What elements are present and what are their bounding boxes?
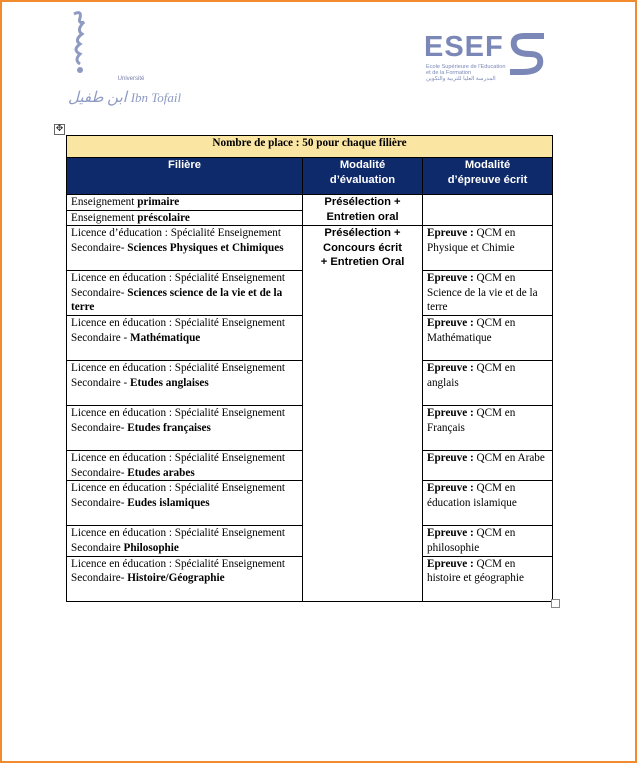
epreuve-cell: Epreuve : QCM en anglais bbox=[423, 361, 553, 406]
header-epreuve-2: d’épreuve écrit bbox=[447, 173, 528, 186]
modalite-a-line-1: Présélection + bbox=[324, 196, 401, 208]
epreuve-cell: Epreuve : QCM en Physique et Chimie bbox=[423, 226, 553, 271]
admission-table bbox=[66, 135, 553, 602]
university-script-ar: ابن طفيل bbox=[68, 90, 127, 106]
epreuve-cell: Epreuve : QCM en Science de la vie et de la terre bbox=[423, 271, 553, 316]
epreuve-cell: Epreuve : QCM en philosophie bbox=[423, 526, 553, 556]
header-filiere bbox=[67, 158, 303, 195]
table-resize-handle[interactable] bbox=[551, 599, 560, 608]
header-modalite-1: Modalité bbox=[339, 159, 386, 171]
epreuve-cell: Epreuve : QCM en histoire et géographie bbox=[423, 556, 553, 601]
esef-wordmark: ESEF bbox=[424, 31, 504, 63]
modalite-b-line-3: + Entretien Oral bbox=[320, 256, 405, 269]
esef-subtitle-1: Ecole Supérieure de l'Education bbox=[426, 64, 506, 70]
filiere-cell: Licence en éducation : Spécialité Enseignement Secondaire- Histoire/Géographie bbox=[67, 556, 303, 601]
filiere-cell: Licence en éducation : Spécialité Enseignement Secondaire- Sciences science de la vie et de la terre bbox=[67, 271, 303, 316]
epreuve-cell: Epreuve : QCM en Français bbox=[423, 406, 553, 451]
table-row bbox=[67, 195, 553, 211]
table-header-row bbox=[67, 158, 553, 195]
modalite-a-line-2: Entretien oral bbox=[326, 210, 399, 223]
table-move-handle-icon[interactable]: ✥ bbox=[55, 124, 64, 134]
epreuve-cell-empty bbox=[423, 195, 553, 226]
filiere-cell: Licence en éducation : Spécialité Enseignement Secondaire Philosophie bbox=[67, 526, 303, 556]
esef-subtitle bbox=[426, 64, 518, 83]
header-epreuve-1: Modalité bbox=[464, 159, 511, 171]
university-emblem-icon bbox=[66, 10, 106, 90]
filiere-cell: Licence d’éducation : Spécialité Enseignement Secondaire- Sciences Physiques et Chimiques bbox=[67, 226, 303, 271]
table-caption-row bbox=[67, 136, 553, 158]
filiere-cell: Licence en éducation : Spécialité Enseignement Secondaire- Etudes françaises bbox=[67, 406, 303, 451]
modalite-b-line-1: Présélection + bbox=[324, 227, 401, 240]
modalite-b-line-2: Concours écrit bbox=[323, 241, 402, 254]
table-caption: Nombre de place : 50 pour chaque filière bbox=[67, 136, 553, 158]
filiere-cell: Licence en éducation : Spécialité Enseignement Secondaire- Eudes islamiques bbox=[67, 481, 303, 526]
esef-logo bbox=[424, 32, 550, 94]
filiere-cell: Licence en éducation : Spécialité Enseignement Secondaire - Mathématique bbox=[67, 316, 303, 361]
header-epreuve bbox=[423, 158, 553, 195]
university-label bbox=[116, 76, 146, 83]
university-label-1: Université bbox=[117, 76, 145, 82]
modalite-cell-b bbox=[303, 226, 423, 601]
filiere-cell: Licence en éducation : Spécialité Enseignement Secondaire- Etudes arabes bbox=[67, 451, 303, 481]
esef-subtitle-2: et de la Formation bbox=[426, 70, 472, 77]
header-filiere-text: Filière bbox=[168, 159, 201, 171]
filiere-cell: Licence en éducation : Spécialité Enseignement Secondaire - Etudes anglaises bbox=[67, 361, 303, 406]
filiere-cell: Enseignement primaire bbox=[67, 195, 303, 211]
esef-s-emblem-icon bbox=[508, 32, 548, 76]
table-row bbox=[67, 226, 553, 271]
modalite-cell-a bbox=[303, 195, 423, 226]
esef-subtitle-3: المدرسة العليا للتربية والتكوين bbox=[426, 76, 496, 83]
university-script bbox=[68, 88, 181, 107]
epreuve-cell: Epreuve : QCM en Arabe bbox=[423, 451, 553, 481]
university-script-fr: Ibn Tofail bbox=[130, 90, 182, 105]
university-logo bbox=[66, 10, 182, 110]
epreuve-cell: Epreuve : QCM en Mathématique bbox=[423, 316, 553, 361]
header-modalite-2: d’évaluation bbox=[329, 173, 396, 186]
header-modalite bbox=[303, 158, 423, 195]
epreuve-cell: Epreuve : QCM en éducation islamique bbox=[423, 481, 553, 526]
filiere-cell: Enseignement préscolaire bbox=[67, 210, 303, 226]
